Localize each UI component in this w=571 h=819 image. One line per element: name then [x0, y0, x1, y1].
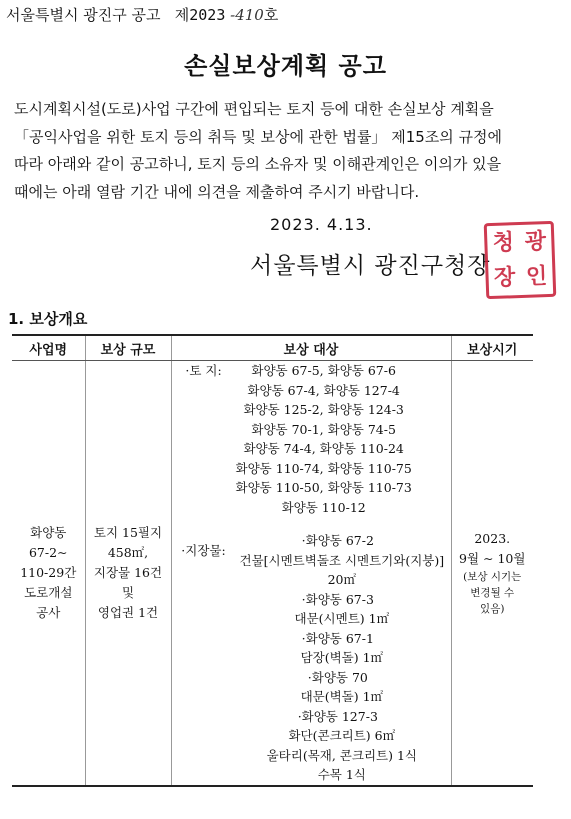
land-item: 화양동 74-4, 화양동 110-24: [243, 441, 404, 456]
land-item: 화양동 67-4, 화양동 127-4: [247, 382, 400, 398]
table-header-row: [12, 335, 533, 361]
obstacle-item: ·화양동 127-3: [297, 708, 378, 724]
seal-char: 광: [524, 228, 547, 255]
land-group: [172, 361, 451, 517]
obstacle-label: ·지장물:: [181, 543, 226, 558]
obstacle-item: 수목 1식: [317, 767, 366, 782]
obstacle-item: 20㎡: [327, 572, 356, 587]
scale-cell: [85, 361, 171, 786]
project-line: 도로개설: [24, 584, 73, 600]
land-label: ·토 지:: [185, 363, 222, 378]
period-note: 변경될 수: [470, 586, 515, 599]
obstacle-group: [172, 531, 451, 785]
seal-char: 청: [492, 229, 515, 256]
period-year: 2023.: [474, 530, 511, 546]
notice-no: 제2023: [174, 6, 226, 24]
notice-date: 2023. 4.13.: [270, 215, 373, 234]
obstacle-item: 대문(시멘트) 1㎡: [294, 611, 390, 626]
period-cell: [451, 361, 533, 786]
obstacle-item: 화단(콘크리트) 6㎡: [288, 728, 396, 743]
scale-line: 토지 15필지: [93, 524, 163, 540]
col-header-target: 보상 대상: [171, 335, 451, 361]
body-line: 「공익사업을 위한 토지 등의 취득 및 보상에 관한 법률」 제15조의 규정에: [14, 127, 503, 146]
col-header-period: 보상시기: [451, 335, 533, 361]
period-note: (보상 시기는: [463, 570, 522, 583]
notice-prefix: 서울특별시 광진구 공고: [6, 6, 161, 24]
obstacle-item: ·화양동 70: [307, 669, 368, 685]
body-line: 도시계획시설(도로)사업 구간에 편입되는 토지 등에 대한 손실보상 계획을: [14, 100, 494, 118]
period-months: 9월 ∼ 10월: [459, 550, 526, 566]
compensation-table: [12, 334, 533, 787]
page-title: 손실보상계획 공고: [184, 52, 387, 80]
land-item: 화양동 67-5, 화양동 67-6: [251, 363, 396, 378]
obstacle-item: 담장(벽돌) 1㎡: [300, 650, 384, 665]
scale-line: 지장물 16건: [93, 564, 163, 580]
land-item: 화양동 70-1, 화양동 74-5: [251, 421, 396, 437]
project-line: 67-2∼: [28, 544, 68, 560]
notice-body: [14, 96, 556, 206]
issuer-name: 서울특별시 광진구청장: [250, 253, 491, 279]
col-header-scale: 보상 규모: [85, 335, 171, 361]
seal-char: 장: [493, 264, 516, 291]
body-line: 때에는 아래 열람 기간 내에 의견을 제출하여 주시기 바랍니다.: [14, 182, 420, 201]
obstacle-item: 대문(벽돌) 1㎡: [300, 689, 384, 704]
body-line: 따라 아래와 같이 공고하니, 토지 등의 소유자 및 이해관계인은 이의가 있을: [14, 155, 502, 173]
period-note: 있음): [480, 602, 505, 615]
land-item: 화양동 110-12: [281, 499, 366, 515]
project-line: 공사: [36, 604, 61, 620]
notice-suffix: 호: [263, 6, 279, 24]
notice-handwritten: -410: [230, 6, 264, 24]
seal-char: 인: [525, 263, 548, 290]
section-heading: 1. 보상개요: [8, 310, 88, 328]
obstacle-item: ·화양동 67-1: [301, 630, 374, 646]
official-seal-stamp: [484, 221, 557, 299]
obstacle-item: 울타리(목재, 콘크리트) 1식: [266, 747, 417, 763]
scale-line: 영업권 1건: [97, 604, 159, 620]
col-header-project: 사업명: [12, 335, 85, 361]
project-name-cell: [12, 361, 85, 786]
scale-line: 및: [121, 584, 135, 600]
scale-line: 458㎡,: [107, 544, 149, 560]
land-item: 화양동 110-50, 화양동 110-73: [235, 480, 412, 495]
table-row: [12, 361, 533, 786]
project-line: 110-29간: [20, 564, 77, 580]
land-item: 화양동 110-74, 화양동 110-75: [235, 460, 412, 476]
obstacle-item: 건물[시멘트벽돌조 시멘트기와(지붕)]: [239, 552, 445, 568]
notice-number: [6, 4, 278, 25]
obstacle-item: ·화양동 67-2: [301, 533, 374, 548]
obstacle-item: ·화양동 67-3: [301, 591, 374, 607]
land-item: 화양동 125-2, 화양동 124-3: [243, 402, 404, 417]
project-line: 화양동: [30, 524, 67, 540]
target-cell: [171, 361, 451, 786]
